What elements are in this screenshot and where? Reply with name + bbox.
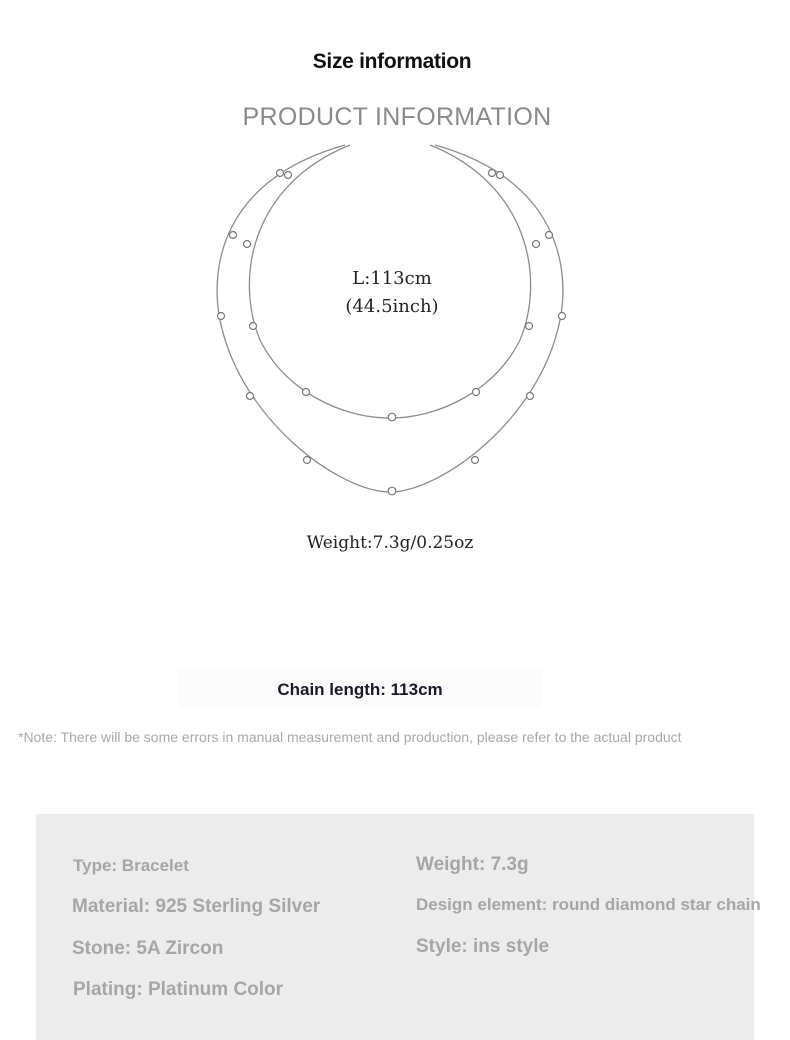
length-cm: L:113cm: [352, 268, 432, 289]
spec-plating: Plating: Platinum Color: [73, 979, 284, 1000]
spec-weight: Weight: 7.3g: [416, 854, 529, 875]
spec-design-element: Design element: round diamond star chain: [416, 895, 761, 914]
chain-length-label: [0, 265, 784, 321]
product-information-heading: PRODUCT INFORMATION: [242, 103, 552, 131]
weight-label: Weight:7.3g/0.25oz: [306, 533, 474, 553]
measurement-note: *Note: There will be some errors in manual measurement and production, please refer to the actual product: [18, 729, 682, 745]
chain-length-box: Chain length: 113cm: [178, 670, 542, 710]
spec-style: Style: ins style: [416, 936, 550, 957]
length-inch: (44.5inch): [345, 296, 439, 317]
spec-stone: Stone: 5A Zircon: [72, 938, 224, 959]
product-specs-panel: [36, 814, 761, 1040]
size-information-title: Size information: [312, 50, 472, 73]
spec-type: Type: Bracelet: [73, 856, 189, 875]
spec-material: Material: 925 Sterling Silver: [72, 896, 321, 917]
necklace-image: [190, 140, 590, 510]
